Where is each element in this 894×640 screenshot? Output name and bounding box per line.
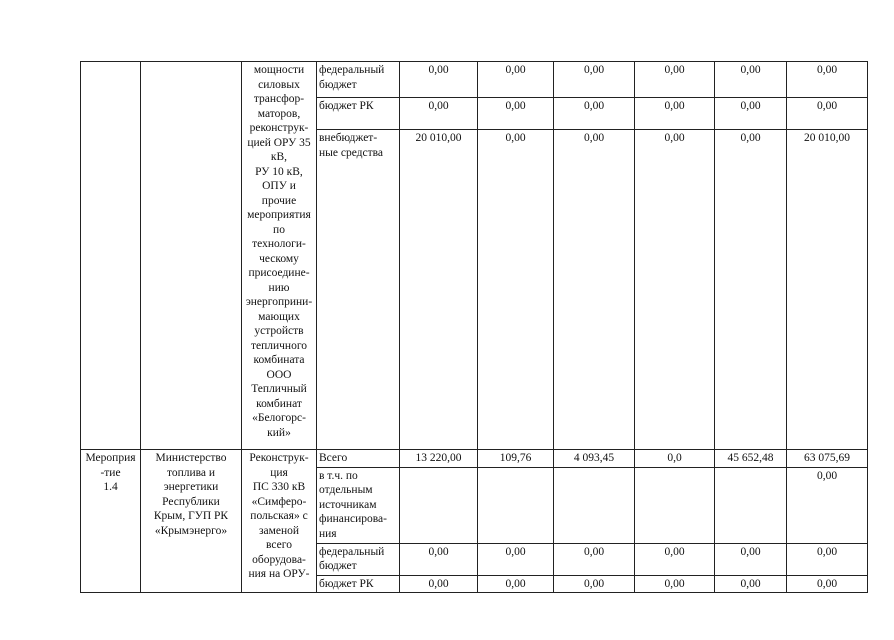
value-cell: 0,00 <box>400 98 478 130</box>
value-cell: 4 093,45 <box>554 450 635 468</box>
value-cell: 0,00 <box>635 98 715 130</box>
value-cell: 0,00 <box>554 543 635 575</box>
value-cell: 0,00 <box>635 543 715 575</box>
value-cell: 0,00 <box>400 575 478 593</box>
value-cell: 0,0 <box>635 450 715 468</box>
value-cell <box>400 467 478 543</box>
funding-source: в т.ч. по отдельным источникам финансирова- ния <box>317 467 400 543</box>
table-row <box>81 62 868 98</box>
value-cell: 20 010,00 <box>787 130 868 450</box>
value-cell: 0,00 <box>635 62 715 98</box>
value-cell: 0,00 <box>787 575 868 593</box>
value-cell: 0,00 <box>787 467 868 543</box>
value-cell <box>715 467 787 543</box>
funding-source: Всего <box>317 450 400 468</box>
value-cell: 0,00 <box>554 62 635 98</box>
value-cell: 0,00 <box>478 130 554 450</box>
funding-source: федеральный бюджет <box>317 62 400 98</box>
measure-description: Реконструк- ция ПС 330 кВ «Симферо- польская» с заменой всего оборудова- ния на ОРУ- <box>242 450 317 593</box>
value-cell: 0,00 <box>554 575 635 593</box>
value-cell: 0,00 <box>715 98 787 130</box>
value-cell: 20 010,00 <box>400 130 478 450</box>
value-cell: 0,00 <box>635 575 715 593</box>
executor: Министерство топлива и энергетики Республики Крым, ГУП РК «Крымэнерго» <box>141 450 242 593</box>
value-cell: 0,00 <box>715 130 787 450</box>
value-cell: 13 220,00 <box>400 450 478 468</box>
value-cell: 109,76 <box>478 450 554 468</box>
value-cell: 0,00 <box>554 130 635 450</box>
financing-table <box>80 61 868 593</box>
measure-cell-empty <box>81 62 141 450</box>
value-cell <box>478 467 554 543</box>
value-cell: 0,00 <box>400 543 478 575</box>
value-cell: 0,00 <box>787 98 868 130</box>
value-cell: 0,00 <box>400 62 478 98</box>
table-row <box>81 450 868 468</box>
value-cell: 0,00 <box>554 98 635 130</box>
funding-source: бюджет РК <box>317 98 400 130</box>
value-cell: 63 075,69 <box>787 450 868 468</box>
funding-source: внебюджет- ные средства <box>317 130 400 450</box>
value-cell: 0,00 <box>478 543 554 575</box>
value-cell: 0,00 <box>715 62 787 98</box>
value-cell <box>635 467 715 543</box>
value-cell: 0,00 <box>787 62 868 98</box>
value-cell: 0,00 <box>478 575 554 593</box>
value-cell: 0,00 <box>787 543 868 575</box>
funding-source: федеральный бюджет <box>317 543 400 575</box>
executor-cell-empty <box>141 62 242 450</box>
measure-number: Мероприя -тие 1.4 <box>81 450 141 593</box>
funding-source: бюджет РК <box>317 575 400 593</box>
value-cell: 0,00 <box>635 130 715 450</box>
value-cell: 0,00 <box>478 62 554 98</box>
value-cell: 0,00 <box>715 575 787 593</box>
value-cell <box>554 467 635 543</box>
value-cell: 0,00 <box>478 98 554 130</box>
value-cell: 0,00 <box>715 543 787 575</box>
measure-description: мощности силовых трансфор- маторов, реконструк- цией ОРУ 35 кВ, РУ 10 кВ, ОПУ и прочие мероприятия по технологи- ческому присоедине- нию энергоприни- мающих устройств тепличного комбината ООО Тепличный комбинат «Белогорс- кий» <box>242 62 317 450</box>
value-cell: 45 652,48 <box>715 450 787 468</box>
